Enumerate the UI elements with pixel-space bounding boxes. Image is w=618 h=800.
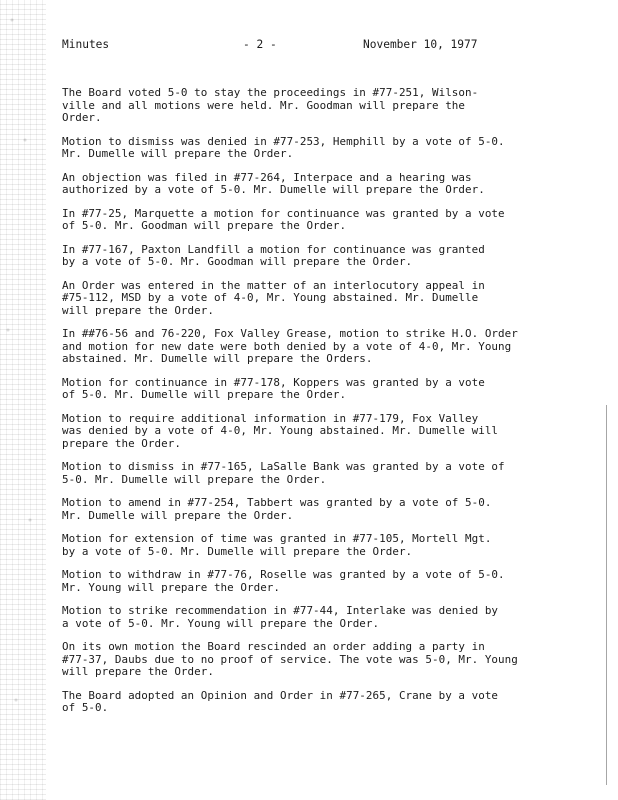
minutes-paragraph-11: Motion to amend in #77-254, Tabbert was granted by a vote of 5-0. Mr. Dumelle will prepare the Order. [62,496,492,522]
minutes-paragraph-9: Motion to require additional information in #77-179, Fox Valley was denied by a vote of 4-0, Mr. Young abstained. Mr. Dumelle will prepare the Order. [62,411,499,450]
scan-edge-noise [0,0,46,800]
header-page-number: - 2 - [243,38,277,51]
minutes-paragraph-14: Motion to strike recommendation in #77-44, Interlake was denied by a vote of 5-0. Mr. Young will prepare the Order. [62,604,499,630]
minutes-paragraph-6: An Order was entered in the matter of an interlocutory appeal in #75-112, MSD by a vote of 4-0, Mr. Young abstained. Mr. Dumelle will prepare the Order. [62,278,485,317]
minutes-paragraph-16: The Board adopted an Opinion and Order in #77-265, Crane by a vote of 5-0. [62,688,499,714]
minutes-paragraph-15: On its own motion the Board rescinded an order adding a party in #77-37, Daubs due to no proof of service. The vote was 5-0, Mr. Young will prepare the Order. [62,640,518,678]
minutes-paragraph-8: Motion for continuance in #77-178, Koppers was granted by a vote of 5-0. Mr. Dumelle will prepare the Order. [62,375,485,401]
header-title: Minutes [62,38,110,51]
header-date: November 10, 1977 [363,38,478,51]
minutes-paragraph-2: Motion to dismiss was denied in #77-253, Hemphill by a vote of 5-0. Mr. Dumelle will prepare the Order. [62,134,505,160]
minutes-paragraph-10: Motion to dismiss in #77-165, LaSalle Bank was granted by a vote of 5-0. Mr. Dumelle will prepare the Order. [62,460,505,486]
minutes-body [62,87,552,726]
minutes-paragraph-3: An objection was filed in #77-264, Interpace and a hearing was authorized by a vote of 5-0. Mr. Dumelle will prepare the Order. [62,170,485,196]
scan-margin-line [606,405,607,785]
minutes-paragraph-4: In #77-25, Marquette a motion for continuance was granted by a vote of 5-0. Mr. Goodman will prepare the Order. [62,206,505,232]
minutes-paragraph-1: The Board voted 5-0 to stay the proceedings in #77-251, Wilson- ville and all motions were held. Mr. Goodman will prepare the Order. [62,86,479,124]
minutes-paragraph-12: Motion for extension of time was granted in #77-105, Mortell Mgt. by a vote of 5-0. Mr. Dumelle will prepare the Order. [62,532,492,558]
page-header [62,37,562,53]
minutes-paragraph-13: Motion to withdraw in #77-76, Roselle was granted by a vote of 5-0. Mr. Young will prepare the Order. [62,568,505,594]
minutes-paragraph-7: In ##76-56 and 76-220, Fox Valley Grease, motion to strike H.O. Order and motion for new date were both denied by a vote of 4-0, Mr. Young abstained. Mr. Dumelle will prepare the Orders. [62,327,518,365]
minutes-paragraph-5: In #77-167, Paxton Landfill a motion for continuance was granted by a vote of 5-0. Mr. Goodman will prepare the Order. [62,242,485,268]
